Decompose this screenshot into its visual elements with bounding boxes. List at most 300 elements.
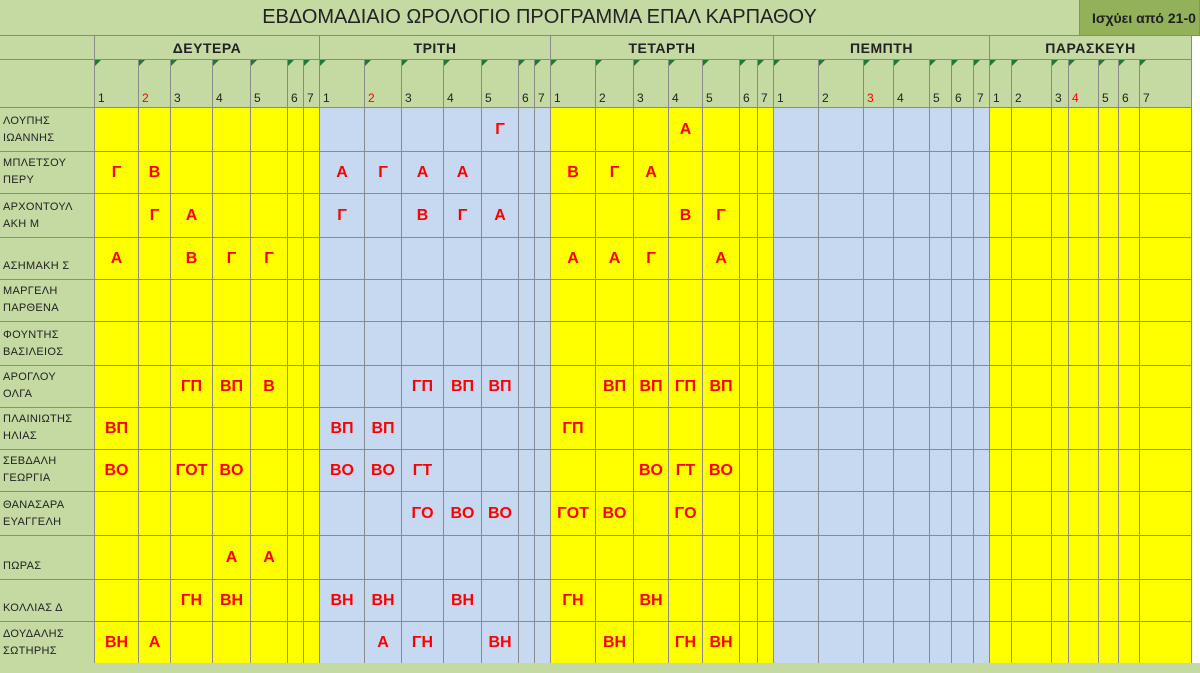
- schedule-slot[interactable]: [213, 622, 251, 665]
- schedule-slot[interactable]: [551, 408, 596, 450]
- schedule-slot[interactable]: [1140, 152, 1192, 194]
- schedule-slot[interactable]: [974, 194, 990, 238]
- schedule-slot[interactable]: [1099, 152, 1119, 194]
- schedule-slot[interactable]: [444, 238, 482, 280]
- schedule-slot[interactable]: [930, 492, 952, 536]
- schedule-slot[interactable]: [139, 152, 171, 194]
- schedule-slot[interactable]: [365, 366, 402, 408]
- schedule-slot[interactable]: [519, 580, 535, 622]
- schedule-slot[interactable]: [1012, 450, 1052, 492]
- schedule-slot[interactable]: [171, 408, 213, 450]
- schedule-slot[interactable]: [482, 366, 519, 408]
- schedule-slot[interactable]: [551, 580, 596, 622]
- schedule-slot[interactable]: [1119, 622, 1140, 665]
- schedule-slot[interactable]: [1069, 580, 1099, 622]
- schedule-slot[interactable]: [535, 366, 551, 408]
- schedule-slot[interactable]: [1012, 322, 1052, 366]
- schedule-slot[interactable]: [864, 408, 894, 450]
- schedule-slot[interactable]: [482, 492, 519, 536]
- schedule-slot[interactable]: [251, 366, 288, 408]
- schedule-slot[interactable]: [758, 450, 774, 492]
- schedule-slot[interactable]: [402, 152, 444, 194]
- schedule-slot[interactable]: [1119, 408, 1140, 450]
- schedule-slot[interactable]: [1052, 280, 1069, 322]
- schedule-slot[interactable]: [444, 450, 482, 492]
- schedule-slot[interactable]: [974, 280, 990, 322]
- schedule-slot[interactable]: [974, 238, 990, 280]
- schedule-slot[interactable]: [758, 194, 774, 238]
- schedule-slot[interactable]: [894, 408, 930, 450]
- schedule-slot[interactable]: [320, 408, 365, 450]
- schedule-slot[interactable]: [774, 622, 819, 665]
- schedule-slot[interactable]: [1069, 408, 1099, 450]
- schedule-slot[interactable]: [251, 622, 288, 665]
- schedule-slot[interactable]: [1069, 492, 1099, 536]
- schedule-slot[interactable]: [519, 280, 535, 322]
- schedule-slot[interactable]: [213, 580, 251, 622]
- schedule-slot[interactable]: [251, 238, 288, 280]
- schedule-slot[interactable]: [365, 194, 402, 238]
- schedule-slot[interactable]: [669, 194, 703, 238]
- schedule-slot[interactable]: [1119, 492, 1140, 536]
- schedule-slot[interactable]: [482, 238, 519, 280]
- schedule-slot[interactable]: [95, 280, 139, 322]
- schedule-slot[interactable]: [139, 366, 171, 408]
- schedule-slot[interactable]: [304, 322, 320, 366]
- schedule-slot[interactable]: [819, 194, 864, 238]
- schedule-slot[interactable]: [251, 492, 288, 536]
- schedule-slot[interactable]: [1012, 366, 1052, 408]
- schedule-slot[interactable]: [819, 280, 864, 322]
- schedule-slot[interactable]: [669, 450, 703, 492]
- schedule-slot[interactable]: [1140, 536, 1192, 580]
- schedule-slot[interactable]: [740, 280, 758, 322]
- schedule-slot[interactable]: [819, 322, 864, 366]
- schedule-slot[interactable]: [1099, 450, 1119, 492]
- schedule-slot[interactable]: [288, 108, 304, 152]
- schedule-slot[interactable]: [402, 108, 444, 152]
- schedule-slot[interactable]: [320, 492, 365, 536]
- schedule-slot[interactable]: [320, 322, 365, 366]
- schedule-slot[interactable]: [365, 280, 402, 322]
- schedule-slot[interactable]: [952, 322, 974, 366]
- schedule-slot[interactable]: [519, 108, 535, 152]
- schedule-slot[interactable]: [251, 580, 288, 622]
- schedule-slot[interactable]: [1069, 280, 1099, 322]
- schedule-slot[interactable]: [535, 322, 551, 366]
- schedule-slot[interactable]: [634, 238, 669, 280]
- schedule-slot[interactable]: [213, 280, 251, 322]
- schedule-slot[interactable]: [596, 194, 634, 238]
- schedule-slot[interactable]: [519, 322, 535, 366]
- schedule-slot[interactable]: [551, 152, 596, 194]
- schedule-slot[interactable]: [551, 492, 596, 536]
- schedule-slot[interactable]: [740, 580, 758, 622]
- schedule-slot[interactable]: [990, 238, 1012, 280]
- schedule-slot[interactable]: [320, 622, 365, 665]
- schedule-slot[interactable]: [444, 536, 482, 580]
- schedule-slot[interactable]: [990, 108, 1012, 152]
- schedule-slot[interactable]: [551, 322, 596, 366]
- schedule-slot[interactable]: [444, 194, 482, 238]
- schedule-slot[interactable]: [304, 238, 320, 280]
- schedule-slot[interactable]: [288, 280, 304, 322]
- schedule-slot[interactable]: [1099, 280, 1119, 322]
- schedule-slot[interactable]: [703, 194, 740, 238]
- schedule-slot[interactable]: [365, 108, 402, 152]
- schedule-slot[interactable]: [930, 622, 952, 665]
- schedule-slot[interactable]: [974, 108, 990, 152]
- schedule-slot[interactable]: [213, 408, 251, 450]
- schedule-slot[interactable]: [213, 194, 251, 238]
- schedule-slot[interactable]: [758, 408, 774, 450]
- schedule-slot[interactable]: [596, 580, 634, 622]
- schedule-slot[interactable]: [703, 622, 740, 665]
- schedule-slot[interactable]: [669, 238, 703, 280]
- schedule-slot[interactable]: [930, 580, 952, 622]
- schedule-slot[interactable]: [482, 408, 519, 450]
- schedule-slot[interactable]: [519, 536, 535, 580]
- schedule-slot[interactable]: [634, 580, 669, 622]
- schedule-slot[interactable]: [703, 536, 740, 580]
- schedule-slot[interactable]: [95, 492, 139, 536]
- schedule-slot[interactable]: [819, 108, 864, 152]
- schedule-slot[interactable]: [304, 194, 320, 238]
- schedule-slot[interactable]: [1052, 108, 1069, 152]
- schedule-slot[interactable]: [596, 366, 634, 408]
- schedule-slot[interactable]: [974, 450, 990, 492]
- schedule-slot[interactable]: [288, 536, 304, 580]
- schedule-slot[interactable]: [952, 152, 974, 194]
- schedule-slot[interactable]: [304, 536, 320, 580]
- schedule-slot[interactable]: [596, 322, 634, 366]
- schedule-slot[interactable]: [1099, 536, 1119, 580]
- schedule-slot[interactable]: [894, 580, 930, 622]
- schedule-slot[interactable]: [1012, 152, 1052, 194]
- schedule-slot[interactable]: [320, 536, 365, 580]
- schedule-slot[interactable]: [1052, 622, 1069, 665]
- schedule-slot[interactable]: [1069, 366, 1099, 408]
- schedule-slot[interactable]: [1069, 322, 1099, 366]
- schedule-slot[interactable]: [171, 450, 213, 492]
- schedule-slot[interactable]: [1119, 322, 1140, 366]
- schedule-slot[interactable]: [365, 238, 402, 280]
- schedule-slot[interactable]: [774, 366, 819, 408]
- schedule-slot[interactable]: [930, 408, 952, 450]
- schedule-slot[interactable]: [634, 492, 669, 536]
- schedule-slot[interactable]: [482, 108, 519, 152]
- schedule-slot[interactable]: [320, 280, 365, 322]
- schedule-slot[interactable]: [930, 536, 952, 580]
- schedule-slot[interactable]: [288, 194, 304, 238]
- schedule-slot[interactable]: [894, 108, 930, 152]
- schedule-slot[interactable]: [758, 366, 774, 408]
- schedule-slot[interactable]: [774, 280, 819, 322]
- schedule-slot[interactable]: [819, 408, 864, 450]
- schedule-slot[interactable]: [952, 280, 974, 322]
- schedule-slot[interactable]: [596, 238, 634, 280]
- schedule-slot[interactable]: [482, 536, 519, 580]
- schedule-slot[interactable]: [864, 238, 894, 280]
- schedule-slot[interactable]: [703, 152, 740, 194]
- schedule-slot[interactable]: [1069, 152, 1099, 194]
- schedule-slot[interactable]: [535, 194, 551, 238]
- schedule-slot[interactable]: [402, 280, 444, 322]
- schedule-slot[interactable]: [634, 536, 669, 580]
- schedule-slot[interactable]: [1119, 450, 1140, 492]
- schedule-slot[interactable]: [1012, 580, 1052, 622]
- schedule-slot[interactable]: [444, 366, 482, 408]
- schedule-slot[interactable]: [365, 492, 402, 536]
- schedule-slot[interactable]: [95, 536, 139, 580]
- schedule-slot[interactable]: [304, 408, 320, 450]
- schedule-slot[interactable]: [1140, 238, 1192, 280]
- schedule-slot[interactable]: [952, 408, 974, 450]
- schedule-slot[interactable]: [952, 622, 974, 665]
- schedule-slot[interactable]: [1119, 580, 1140, 622]
- schedule-slot[interactable]: [1069, 238, 1099, 280]
- schedule-slot[interactable]: [444, 322, 482, 366]
- schedule-slot[interactable]: [740, 450, 758, 492]
- schedule-slot[interactable]: [139, 194, 171, 238]
- schedule-slot[interactable]: [1069, 622, 1099, 665]
- schedule-slot[interactable]: [634, 108, 669, 152]
- schedule-slot[interactable]: [990, 492, 1012, 536]
- schedule-slot[interactable]: [758, 108, 774, 152]
- schedule-slot[interactable]: [304, 492, 320, 536]
- schedule-slot[interactable]: [1099, 492, 1119, 536]
- schedule-slot[interactable]: [596, 622, 634, 665]
- schedule-slot[interactable]: [95, 622, 139, 665]
- schedule-slot[interactable]: [288, 238, 304, 280]
- schedule-slot[interactable]: [864, 622, 894, 665]
- schedule-slot[interactable]: [320, 366, 365, 408]
- schedule-slot[interactable]: [864, 322, 894, 366]
- schedule-slot[interactable]: [758, 322, 774, 366]
- schedule-slot[interactable]: [669, 322, 703, 366]
- schedule-slot[interactable]: [1119, 152, 1140, 194]
- schedule-slot[interactable]: [535, 408, 551, 450]
- schedule-slot[interactable]: [213, 492, 251, 536]
- schedule-slot[interactable]: [669, 280, 703, 322]
- schedule-slot[interactable]: [95, 108, 139, 152]
- schedule-slot[interactable]: [758, 280, 774, 322]
- schedule-slot[interactable]: [952, 536, 974, 580]
- schedule-slot[interactable]: [1140, 492, 1192, 536]
- schedule-slot[interactable]: [703, 450, 740, 492]
- schedule-slot[interactable]: [402, 536, 444, 580]
- schedule-slot[interactable]: [634, 194, 669, 238]
- schedule-slot[interactable]: [251, 536, 288, 580]
- schedule-slot[interactable]: [288, 408, 304, 450]
- schedule-slot[interactable]: [171, 108, 213, 152]
- schedule-slot[interactable]: [864, 450, 894, 492]
- schedule-slot[interactable]: [288, 492, 304, 536]
- schedule-slot[interactable]: [139, 238, 171, 280]
- schedule-slot[interactable]: [519, 194, 535, 238]
- schedule-slot[interactable]: [95, 238, 139, 280]
- schedule-slot[interactable]: [365, 152, 402, 194]
- schedule-slot[interactable]: [251, 108, 288, 152]
- schedule-slot[interactable]: [1052, 366, 1069, 408]
- schedule-slot[interactable]: [551, 280, 596, 322]
- schedule-slot[interactable]: [952, 492, 974, 536]
- schedule-slot[interactable]: [740, 238, 758, 280]
- schedule-slot[interactable]: [930, 194, 952, 238]
- schedule-slot[interactable]: [596, 492, 634, 536]
- schedule-slot[interactable]: [974, 366, 990, 408]
- schedule-slot[interactable]: [669, 366, 703, 408]
- schedule-slot[interactable]: [952, 108, 974, 152]
- schedule-slot[interactable]: [703, 492, 740, 536]
- schedule-slot[interactable]: [139, 280, 171, 322]
- schedule-slot[interactable]: [894, 194, 930, 238]
- schedule-slot[interactable]: [634, 280, 669, 322]
- schedule-slot[interactable]: [990, 152, 1012, 194]
- schedule-slot[interactable]: [758, 536, 774, 580]
- schedule-slot[interactable]: [1099, 580, 1119, 622]
- schedule-slot[interactable]: [596, 152, 634, 194]
- schedule-slot[interactable]: [703, 280, 740, 322]
- schedule-slot[interactable]: [1099, 622, 1119, 665]
- schedule-slot[interactable]: [864, 152, 894, 194]
- schedule-slot[interactable]: [1140, 580, 1192, 622]
- schedule-slot[interactable]: [758, 492, 774, 536]
- schedule-slot[interactable]: [1099, 238, 1119, 280]
- schedule-slot[interactable]: [444, 492, 482, 536]
- schedule-slot[interactable]: [320, 194, 365, 238]
- schedule-slot[interactable]: [139, 580, 171, 622]
- schedule-slot[interactable]: [519, 238, 535, 280]
- schedule-slot[interactable]: [402, 408, 444, 450]
- schedule-slot[interactable]: [402, 238, 444, 280]
- schedule-slot[interactable]: [819, 238, 864, 280]
- schedule-slot[interactable]: [402, 366, 444, 408]
- schedule-slot[interactable]: [596, 536, 634, 580]
- schedule-slot[interactable]: [819, 622, 864, 665]
- schedule-slot[interactable]: [535, 238, 551, 280]
- schedule-slot[interactable]: [1099, 322, 1119, 366]
- schedule-slot[interactable]: [669, 622, 703, 665]
- schedule-slot[interactable]: [703, 580, 740, 622]
- schedule-slot[interactable]: [1052, 450, 1069, 492]
- schedule-slot[interactable]: [304, 366, 320, 408]
- schedule-slot[interactable]: [894, 492, 930, 536]
- schedule-slot[interactable]: [894, 366, 930, 408]
- schedule-slot[interactable]: [551, 108, 596, 152]
- schedule-slot[interactable]: [304, 108, 320, 152]
- schedule-slot[interactable]: [1012, 408, 1052, 450]
- schedule-slot[interactable]: [596, 108, 634, 152]
- schedule-slot[interactable]: [894, 622, 930, 665]
- schedule-slot[interactable]: [758, 152, 774, 194]
- schedule-slot[interactable]: [551, 536, 596, 580]
- schedule-slot[interactable]: [819, 536, 864, 580]
- schedule-slot[interactable]: [669, 152, 703, 194]
- schedule-slot[interactable]: [864, 194, 894, 238]
- schedule-slot[interactable]: [482, 322, 519, 366]
- schedule-slot[interactable]: [365, 322, 402, 366]
- schedule-slot[interactable]: [251, 280, 288, 322]
- schedule-slot[interactable]: [990, 536, 1012, 580]
- schedule-slot[interactable]: [288, 152, 304, 194]
- schedule-slot[interactable]: [894, 450, 930, 492]
- schedule-slot[interactable]: [740, 622, 758, 665]
- schedule-slot[interactable]: [139, 536, 171, 580]
- schedule-slot[interactable]: [482, 450, 519, 492]
- schedule-slot[interactable]: [740, 492, 758, 536]
- schedule-slot[interactable]: [551, 238, 596, 280]
- schedule-slot[interactable]: [251, 152, 288, 194]
- schedule-slot[interactable]: [774, 408, 819, 450]
- schedule-slot[interactable]: [519, 492, 535, 536]
- schedule-slot[interactable]: [251, 450, 288, 492]
- schedule-slot[interactable]: [1012, 280, 1052, 322]
- schedule-slot[interactable]: [1052, 152, 1069, 194]
- schedule-slot[interactable]: [990, 622, 1012, 665]
- schedule-slot[interactable]: [402, 322, 444, 366]
- schedule-slot[interactable]: [535, 622, 551, 665]
- schedule-slot[interactable]: [894, 152, 930, 194]
- schedule-slot[interactable]: [1052, 194, 1069, 238]
- schedule-slot[interactable]: [171, 366, 213, 408]
- schedule-slot[interactable]: [519, 152, 535, 194]
- schedule-slot[interactable]: [774, 492, 819, 536]
- schedule-slot[interactable]: [774, 450, 819, 492]
- schedule-slot[interactable]: [596, 408, 634, 450]
- schedule-slot[interactable]: [288, 580, 304, 622]
- schedule-slot[interactable]: [634, 152, 669, 194]
- schedule-slot[interactable]: [669, 492, 703, 536]
- schedule-slot[interactable]: [1099, 408, 1119, 450]
- schedule-slot[interactable]: [819, 580, 864, 622]
- schedule-slot[interactable]: [1140, 280, 1192, 322]
- schedule-slot[interactable]: [1140, 450, 1192, 492]
- schedule-slot[interactable]: [1119, 536, 1140, 580]
- schedule-slot[interactable]: [930, 450, 952, 492]
- schedule-slot[interactable]: [213, 108, 251, 152]
- schedule-slot[interactable]: [288, 366, 304, 408]
- schedule-slot[interactable]: [758, 238, 774, 280]
- schedule-slot[interactable]: [288, 622, 304, 665]
- schedule-slot[interactable]: [519, 450, 535, 492]
- schedule-slot[interactable]: [740, 322, 758, 366]
- schedule-slot[interactable]: [304, 580, 320, 622]
- schedule-slot[interactable]: [669, 108, 703, 152]
- schedule-slot[interactable]: [1119, 238, 1140, 280]
- schedule-slot[interactable]: [251, 322, 288, 366]
- schedule-slot[interactable]: [304, 622, 320, 665]
- schedule-slot[interactable]: [1140, 194, 1192, 238]
- schedule-slot[interactable]: [930, 280, 952, 322]
- schedule-slot[interactable]: [864, 580, 894, 622]
- schedule-slot[interactable]: [519, 408, 535, 450]
- schedule-slot[interactable]: [402, 492, 444, 536]
- schedule-slot[interactable]: [171, 492, 213, 536]
- schedule-slot[interactable]: [139, 622, 171, 665]
- schedule-slot[interactable]: [320, 450, 365, 492]
- schedule-slot[interactable]: [482, 152, 519, 194]
- schedule-slot[interactable]: [482, 280, 519, 322]
- schedule-slot[interactable]: [952, 580, 974, 622]
- schedule-slot[interactable]: [482, 194, 519, 238]
- schedule-slot[interactable]: [213, 152, 251, 194]
- schedule-slot[interactable]: [740, 366, 758, 408]
- schedule-slot[interactable]: [213, 238, 251, 280]
- schedule-slot[interactable]: [1012, 194, 1052, 238]
- schedule-slot[interactable]: [740, 108, 758, 152]
- schedule-slot[interactable]: [1140, 408, 1192, 450]
